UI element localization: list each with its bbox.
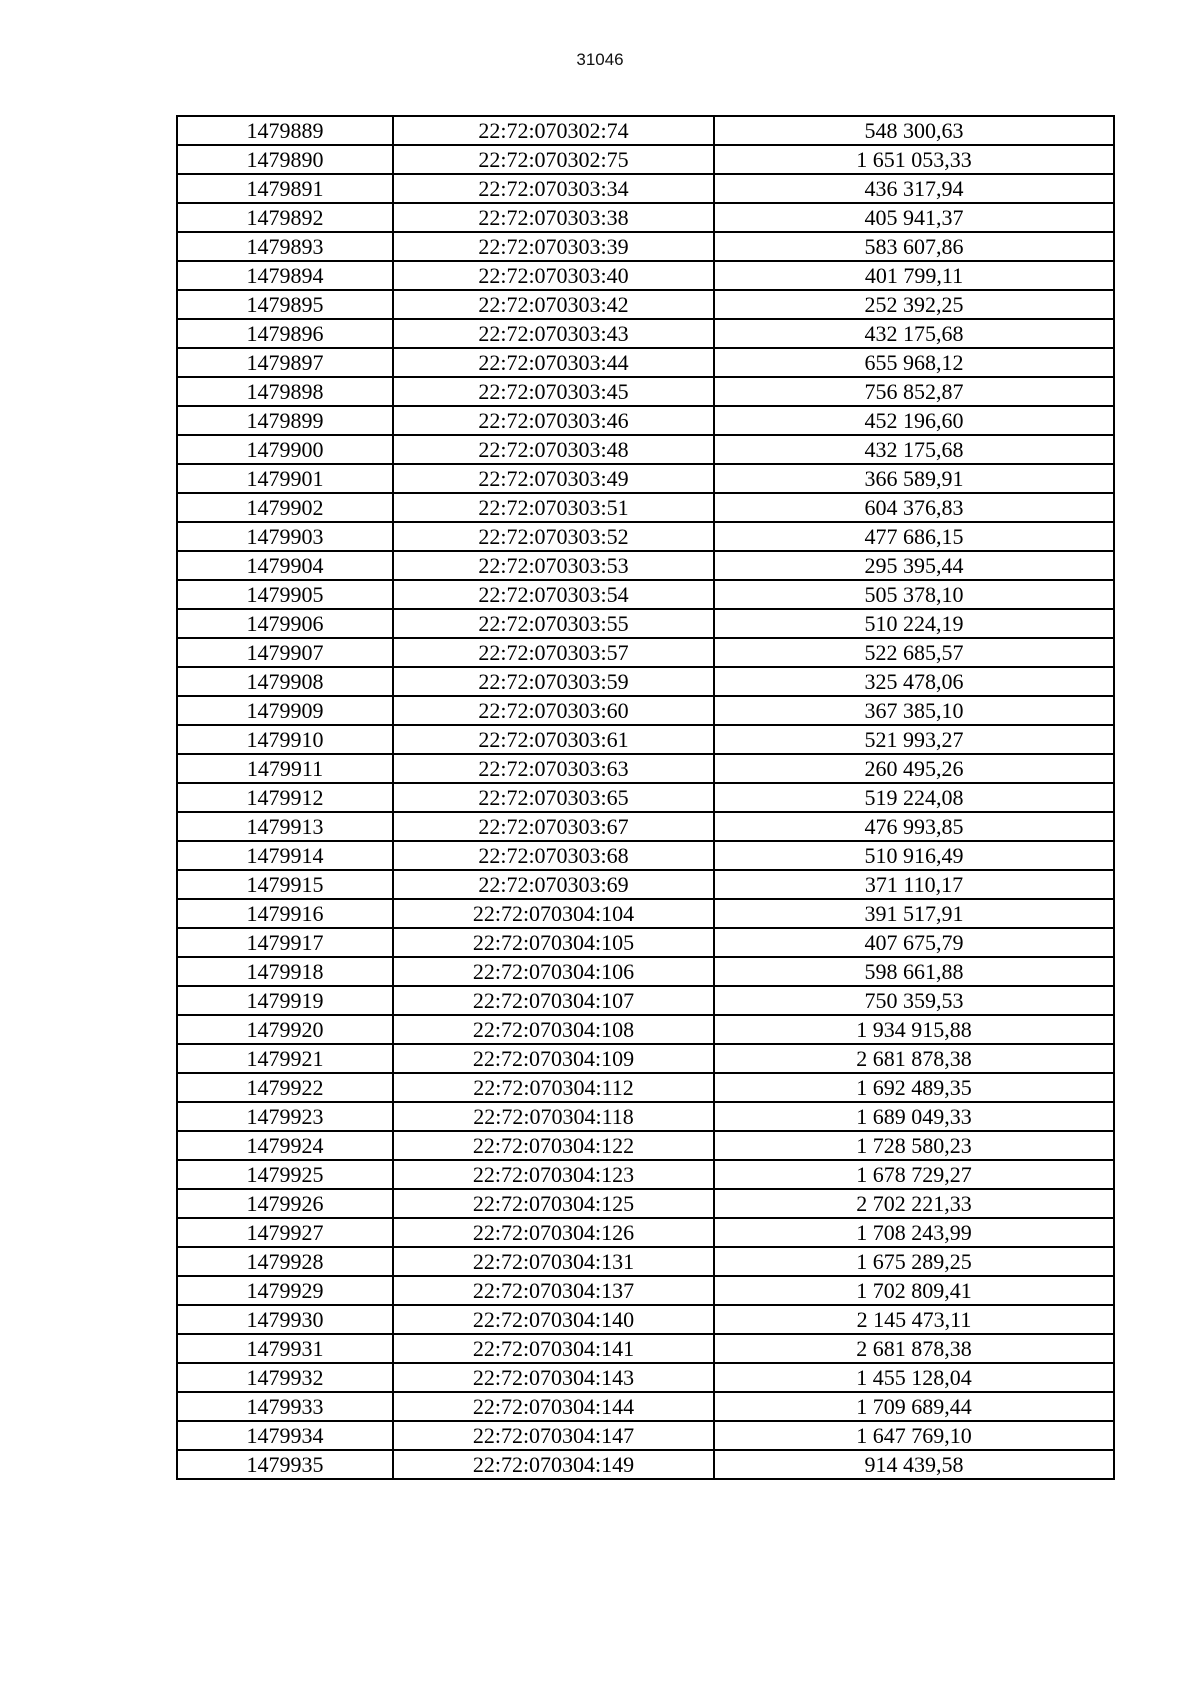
row-number-cell: 1479921 [177,1044,393,1073]
table-row [177,1363,1114,1392]
table-row [177,348,1114,377]
row-number-cell: 1479913 [177,812,393,841]
cadastral-number-cell: 22:72:070304:140 [393,1305,714,1334]
cadastral-number-cell: 22:72:070303:63 [393,754,714,783]
row-number-cell: 1479919 [177,986,393,1015]
row-number-cell: 1479932 [177,1363,393,1392]
cadastral-value-cell: 325 478,06 [714,667,1114,696]
row-number-cell: 1479890 [177,145,393,174]
cadastral-number-cell: 22:72:070304:122 [393,1131,714,1160]
cadastral-number-cell: 22:72:070303:68 [393,841,714,870]
cadastral-value-cell: 391 517,91 [714,899,1114,928]
cadastral-number-cell: 22:72:070304:118 [393,1102,714,1131]
cadastral-value-cell: 452 196,60 [714,406,1114,435]
cadastral-number-cell: 22:72:070303:54 [393,580,714,609]
cadastral-value-cell: 548 300,63 [714,116,1114,145]
cadastral-number-cell: 22:72:070304:106 [393,957,714,986]
table-row [177,783,1114,812]
cadastral-value-cell: 510 916,49 [714,841,1114,870]
table-row [177,232,1114,261]
cadastral-value-cell: 1 675 289,25 [714,1247,1114,1276]
cadastral-number-cell: 22:72:070304:126 [393,1218,714,1247]
table-row [177,522,1114,551]
row-number-cell: 1479917 [177,928,393,957]
table-row [177,203,1114,232]
cadastral-value-cell: 252 392,25 [714,290,1114,319]
row-number-cell: 1479893 [177,232,393,261]
cadastral-number-cell: 22:72:070303:39 [393,232,714,261]
cadastral-value-cell: 598 661,88 [714,957,1114,986]
cadastral-value-cell: 604 376,83 [714,493,1114,522]
cadastral-value-cell: 2 681 878,38 [714,1334,1114,1363]
table-row [177,145,1114,174]
table-row [177,1044,1114,1073]
row-number-cell: 1479907 [177,638,393,667]
cadastral-number-cell: 22:72:070303:43 [393,319,714,348]
cadastral-number-cell: 22:72:070303:51 [393,493,714,522]
cadastral-value-cell: 505 378,10 [714,580,1114,609]
table-row [177,696,1114,725]
table-row [177,1218,1114,1247]
table-row [177,406,1114,435]
table-row [177,667,1114,696]
row-number-cell: 1479910 [177,725,393,754]
cadastral-value-cell: 756 852,87 [714,377,1114,406]
table-row [177,261,1114,290]
cadastral-value-cell: 914 439,58 [714,1450,1114,1479]
row-number-cell: 1479933 [177,1392,393,1421]
cadastral-number-cell: 22:72:070303:55 [393,609,714,638]
cadastral-value-cell: 521 993,27 [714,725,1114,754]
row-number-cell: 1479899 [177,406,393,435]
table-row [177,290,1114,319]
cadastral-number-cell: 22:72:070304:125 [393,1189,714,1218]
cadastral-number-cell: 22:72:070304:137 [393,1276,714,1305]
cadastral-number-cell: 22:72:070302:74 [393,116,714,145]
row-number-cell: 1479914 [177,841,393,870]
cadastral-number-cell: 22:72:070304:143 [393,1363,714,1392]
row-number-cell: 1479906 [177,609,393,638]
cadastral-number-cell: 22:72:070303:44 [393,348,714,377]
row-number-cell: 1479929 [177,1276,393,1305]
table-row [177,928,1114,957]
row-number-cell: 1479898 [177,377,393,406]
cadastral-value-cell: 1 708 243,99 [714,1218,1114,1247]
table-row [177,1160,1114,1189]
cadastral-number-cell: 22:72:070303:53 [393,551,714,580]
table-row [177,812,1114,841]
cadastral-number-cell: 22:72:070304:105 [393,928,714,957]
registry-table-body [177,116,1114,1479]
cadastral-number-cell: 22:72:070303:45 [393,377,714,406]
cadastral-value-cell: 522 685,57 [714,638,1114,667]
table-row [177,957,1114,986]
cadastral-number-cell: 22:72:070304:149 [393,1450,714,1479]
row-number-cell: 1479894 [177,261,393,290]
table-row [177,1334,1114,1363]
table-row [177,116,1114,145]
cadastral-number-cell: 22:72:070303:60 [393,696,714,725]
row-number-cell: 1479928 [177,1247,393,1276]
cadastral-value-cell: 1 934 915,88 [714,1015,1114,1044]
table-row [177,1102,1114,1131]
table-row [177,580,1114,609]
row-number-cell: 1479909 [177,696,393,725]
cadastral-value-cell: 436 317,94 [714,174,1114,203]
cadastral-number-cell: 22:72:070303:46 [393,406,714,435]
cadastral-value-cell: 260 495,26 [714,754,1114,783]
row-number-cell: 1479923 [177,1102,393,1131]
row-number-cell: 1479934 [177,1421,393,1450]
row-number-cell: 1479912 [177,783,393,812]
cadastral-value-cell: 1 692 489,35 [714,1073,1114,1102]
cadastral-number-cell: 22:72:070303:48 [393,435,714,464]
row-number-cell: 1479918 [177,957,393,986]
row-number-cell: 1479901 [177,464,393,493]
row-number-cell: 1479891 [177,174,393,203]
cadastral-value-cell: 2 145 473,11 [714,1305,1114,1334]
cadastral-value-cell: 2 702 221,33 [714,1189,1114,1218]
cadastral-value-cell: 655 968,12 [714,348,1114,377]
table-row [177,435,1114,464]
table-row [177,754,1114,783]
cadastral-number-cell: 22:72:070303:61 [393,725,714,754]
cadastral-value-cell: 1 702 809,41 [714,1276,1114,1305]
table-row [177,1015,1114,1044]
cadastral-number-cell: 22:72:070302:75 [393,145,714,174]
row-number-cell: 1479903 [177,522,393,551]
cadastral-value-cell: 371 110,17 [714,870,1114,899]
cadastral-value-cell: 366 589,91 [714,464,1114,493]
table-row [177,638,1114,667]
cadastral-number-cell: 22:72:070304:141 [393,1334,714,1363]
cadastral-number-cell: 22:72:070303:67 [393,812,714,841]
row-number-cell: 1479915 [177,870,393,899]
page-number: 31046 [576,50,624,69]
cadastral-number-cell: 22:72:070304:147 [393,1421,714,1450]
cadastral-number-cell: 22:72:070303:42 [393,290,714,319]
cadastral-value-cell: 2 681 878,38 [714,1044,1114,1073]
row-number-cell: 1479889 [177,116,393,145]
row-number-cell: 1479900 [177,435,393,464]
row-number-cell: 1479904 [177,551,393,580]
row-number-cell: 1479916 [177,899,393,928]
table-row [177,841,1114,870]
table-row [177,609,1114,638]
row-number-cell: 1479911 [177,754,393,783]
row-number-cell: 1479924 [177,1131,393,1160]
cadastral-value-cell: 432 175,68 [714,435,1114,464]
cadastral-value-cell: 367 385,10 [714,696,1114,725]
table-row [177,870,1114,899]
cadastral-value-cell: 476 993,85 [714,812,1114,841]
row-number-cell: 1479908 [177,667,393,696]
cadastral-number-cell: 22:72:070303:49 [393,464,714,493]
row-number-cell: 1479897 [177,348,393,377]
cadastral-number-cell: 22:72:070304:107 [393,986,714,1015]
row-number-cell: 1479935 [177,1450,393,1479]
cadastral-number-cell: 22:72:070304:109 [393,1044,714,1073]
table-row [177,377,1114,406]
table-row [177,1305,1114,1334]
row-number-cell: 1479927 [177,1218,393,1247]
table-row [177,1073,1114,1102]
cadastral-value-cell: 1 728 580,23 [714,1131,1114,1160]
row-number-cell: 1479902 [177,493,393,522]
row-number-cell: 1479925 [177,1160,393,1189]
cadastral-value-cell: 583 607,86 [714,232,1114,261]
table-row [177,1276,1114,1305]
table-row [177,1392,1114,1421]
cadastral-number-cell: 22:72:070303:40 [393,261,714,290]
row-number-cell: 1479895 [177,290,393,319]
cadastral-value-cell: 432 175,68 [714,319,1114,348]
row-number-cell: 1479905 [177,580,393,609]
table-row [177,551,1114,580]
table-row [177,1189,1114,1218]
table-row [177,464,1114,493]
row-number-cell: 1479920 [177,1015,393,1044]
cadastral-value-cell: 1 709 689,44 [714,1392,1114,1421]
cadastral-value-cell: 519 224,08 [714,783,1114,812]
cadastral-value-cell: 750 359,53 [714,986,1114,1015]
row-number-cell: 1479896 [177,319,393,348]
cadastral-number-cell: 22:72:070303:34 [393,174,714,203]
row-number-cell: 1479892 [177,203,393,232]
cadastral-number-cell: 22:72:070304:144 [393,1392,714,1421]
row-number-cell: 1479930 [177,1305,393,1334]
table-row [177,1247,1114,1276]
cadastral-value-cell: 407 675,79 [714,928,1114,957]
cadastral-value-cell: 295 395,44 [714,551,1114,580]
cadastral-number-cell: 22:72:070304:104 [393,899,714,928]
cadastral-number-cell: 22:72:070304:123 [393,1160,714,1189]
row-number-cell: 1479922 [177,1073,393,1102]
row-number-cell: 1479931 [177,1334,393,1363]
cadastral-value-cell: 1 651 053,33 [714,145,1114,174]
cadastral-value-cell: 477 686,15 [714,522,1114,551]
table-row [177,319,1114,348]
table-row [177,899,1114,928]
cadastral-number-cell: 22:72:070304:108 [393,1015,714,1044]
cadastral-number-cell: 22:72:070304:112 [393,1073,714,1102]
cadastral-value-cell: 1 455 128,04 [714,1363,1114,1392]
table-row [177,174,1114,203]
cadastral-number-cell: 22:72:070303:52 [393,522,714,551]
table-row [177,725,1114,754]
row-number-cell: 1479926 [177,1189,393,1218]
cadastral-number-cell: 22:72:070303:57 [393,638,714,667]
cadastral-number-cell: 22:72:070304:131 [393,1247,714,1276]
cadastral-value-cell: 405 941,37 [714,203,1114,232]
cadastral-value-cell: 1 689 049,33 [714,1102,1114,1131]
cadastral-number-cell: 22:72:070303:38 [393,203,714,232]
table-row [177,986,1114,1015]
cadastral-value-cell: 510 224,19 [714,609,1114,638]
table-row [177,493,1114,522]
table-row [177,1421,1114,1450]
cadastral-value-cell: 401 799,11 [714,261,1114,290]
table-row [177,1450,1114,1479]
registry-table [176,115,1115,1480]
cadastral-value-cell: 1 678 729,27 [714,1160,1114,1189]
cadastral-value-cell: 1 647 769,10 [714,1421,1114,1450]
cadastral-number-cell: 22:72:070303:65 [393,783,714,812]
table-row [177,1131,1114,1160]
cadastral-number-cell: 22:72:070303:59 [393,667,714,696]
cadastral-number-cell: 22:72:070303:69 [393,870,714,899]
